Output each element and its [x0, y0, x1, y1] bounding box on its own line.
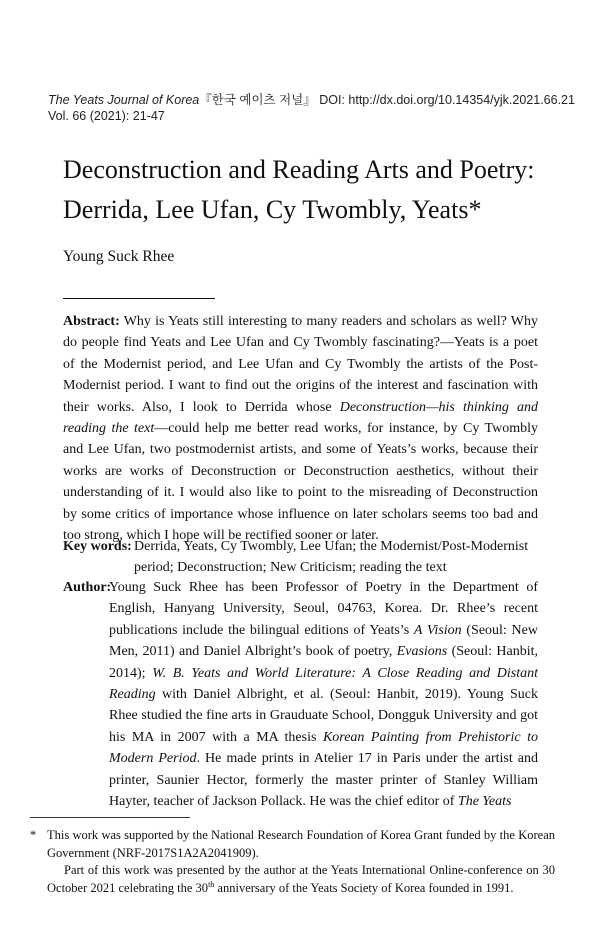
bio-text: (Seoul: New Men, 2011) and Daniel Albright’s book of poetry, [109, 622, 538, 660]
footnote-paragraph-1 [30, 827, 555, 862]
bio-text: . He made prints in Atelier 17 in Paris under the artist and printer, Saunier Hector, formerly the master printer of Stanley William Hayter, teacher of Jackson Pollack. He was the chief editor of [109, 751, 538, 810]
journal-header [48, 92, 575, 124]
footnote-text-2a: Part of this work was presented by the author at the Yeats International Online-conference on 30 October 2021 celebrating the 30 [47, 863, 555, 895]
author-bio-text [109, 577, 538, 812]
footnote-superscript: th [208, 879, 215, 889]
author-bio [63, 577, 538, 812]
journal-title-korean: 『한국 예이츠 저널』 [199, 93, 316, 107]
journal-title: The Yeats Journal of Korea [48, 93, 200, 107]
footnote-text-1: This work was supported by the National Research Foundation of Korea Grant funded by the Korean Government (NRF-2017S1A2A2041909). [47, 828, 555, 860]
bio-italic: The Yeats [457, 794, 512, 810]
doi[interactable]: DOI: http://dx.doi.org/10.14354/yjk.2021.66.21 [319, 93, 575, 107]
abstract-label: Abstract: [63, 314, 120, 329]
footnote-mark: * [30, 828, 37, 842]
footnote [30, 827, 555, 897]
abstract-text-1: Why is Yeats still interesting to many readers and scholars as well? Why do people find Yeats and Lee Ufan and Cy Twombly fascinating?—Yeats is a poet of the Modernist period, and Lee Ufan and Cy Twombly the artists of the Post-Modernist period. I want to find out the origins of the interest and fascination with their works. Also, I look to Derrida whose [63, 314, 538, 415]
bio-text: Young Suck Rhee has been Professor of Poetry in the Department of English, Hanyang University, Seoul, 04763, Korea. Dr. Rhee’s recent publications include the bilingual editions of Yeats’s [109, 580, 538, 638]
title-line-1: Deconstruction and Reading Arts and Poetry: [63, 155, 535, 184]
footnote-rule [30, 817, 190, 818]
author-name: Young Suck Rhee [63, 248, 175, 265]
footnote-paragraph-2 [30, 862, 555, 897]
keywords-label: Key words: [63, 539, 132, 554]
separator-rule [63, 298, 215, 299]
keywords [63, 536, 538, 579]
footnote-text-2b: anniversary of the Yeats Society of Korea founded in 1991. [214, 880, 514, 895]
title-line-2: Derrida, Lee Ufan, Cy Twombly, Yeats* [63, 195, 482, 224]
keywords-line-1: Derrida, Yeats, Cy Twombly, Lee Ufan; the Modernist/Post-Modernist [134, 539, 529, 554]
abstract [63, 311, 538, 546]
abstract-italic: Deconstruction—his thinking and reading the text [63, 399, 538, 437]
bio-italic: W. B. Yeats and World Literature: A Close Reading and Distant Reading [109, 665, 539, 703]
bio-text: (Seoul: Hanbit, 2014); [109, 644, 538, 681]
bio-italic: A Vision [413, 622, 462, 638]
bio-text: with Daniel Albright, et al. (Seoul: Hanbit, 2019). Young Suck Rhee studied the fine arts in Grauduate School, Dongguk University and got his MA in 2007 with a MA thesis [109, 687, 538, 745]
volume-info: Vol. 66 (2021): 21-47 [48, 109, 165, 123]
article-title [63, 150, 563, 230]
abstract-text-2: —could help me better read works, for instance, by Cy Twombly and Lee Ufan, two postmodernist artists, and some of Yeats’s works, because their works are works of Deconstruction or Deconstruction aesthetics, without their understanding of it. I would also like to point to the misreading of Deconstruction by some critics of importance whose influence on later scholars seems too bad and too strong, which I hope will be rectified sooner or later. [63, 421, 539, 544]
bio-italic: Korean Painting from Prehistoric to Modern Period [109, 729, 538, 767]
keywords-line-2: period; Deconstruction; New Criticism; reading the text [134, 560, 447, 576]
citation-line [48, 92, 575, 108]
bio-italic: Evasions [396, 644, 448, 660]
author-bio-label: Author: [63, 580, 112, 595]
